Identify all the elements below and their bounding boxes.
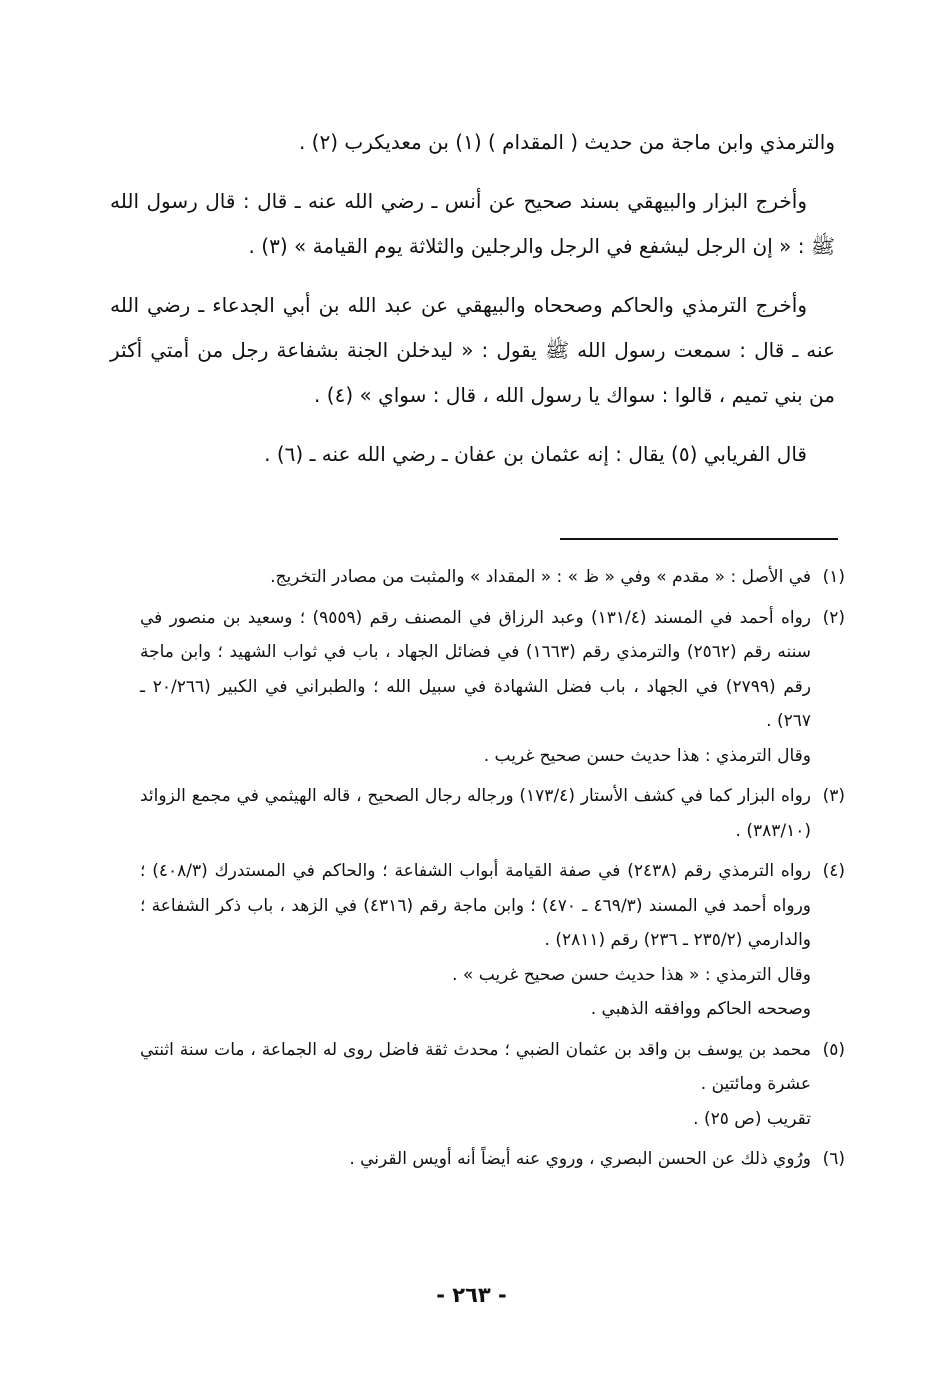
- footnote-number: (٦): [822, 1149, 845, 1169]
- footnote-number: (٣): [822, 786, 845, 806]
- footnote-body: [140, 601, 811, 774]
- footnote-4: [140, 854, 845, 1027]
- footnote-body: [140, 779, 811, 848]
- footnote-body: [140, 854, 811, 1027]
- paragraph-2: وأخرج البزار والبيهقي بسند صحيح عن أنس ـ رضي الله عنه ـ قال : قال رسول الله ﷺ : « إن الرجل ليشفع في الرجل والرجلين والثلاثة يوم القيامة » (٣) .: [110, 189, 835, 258]
- footnote-line: وصححه الحاكم ووافقه الذهبي .: [590, 999, 811, 1019]
- footnote-line: رواه البزار كما في كشف الأستار (١٧٣/٤) ورجاله رجال الصحيح ، قاله الهيثمي في مجمع الزوائد (٣٨٣/١٠) .: [140, 786, 811, 841]
- footnote-number: (٥): [822, 1039, 845, 1060]
- footnote-number: (١): [822, 567, 845, 587]
- footnote-5: [140, 1033, 845, 1137]
- footnote-line: رواه أحمد في المسند (١٣١/٤) وعبد الرزاق في المصنف رقم (٩٥٥٩) ؛ وسعيد بن منصور في سننه رقم (٢٥٦٢) والترمذي رقم (١٦٦٣) في فضائل الجهاد ، باب في ثواب الشهيد ؛ وابن ماجة رقم (٢٧٩٩) في الجهاد ، باب فضل الشهادة في سبيل الله ؛ والطبراني في الكبير (٢٠/٢٦٦ ـ ٢٦٧) .: [140, 607, 811, 731]
- footnote-line: محمد بن يوسف بن واقد بن عثمان الضبي ؛ محدث ثقة فاضل روى له الجماعة ، مات سنة اثنتي عشرة ومائتين .: [140, 1039, 811, 1094]
- footnote-body: [140, 1142, 811, 1177]
- footnote-body: [140, 560, 811, 595]
- footnote-line: في الأصل : « مقدم » وفي « ظ » : « المقداد » والمثبت من مصادر التخريج.: [270, 567, 811, 587]
- footnote-number: (٢): [822, 607, 845, 628]
- footnote-line: وقال الترمذي : « هذا حديث حسن صحيح غريب » .: [452, 964, 811, 985]
- footnote-line: وقال الترمذي : هذا حديث حسن صحيح غريب .: [483, 745, 811, 766]
- footnote-number: (٤): [822, 861, 845, 881]
- footnote-6: [140, 1142, 845, 1177]
- footnote-2: [140, 601, 845, 774]
- page-number: - ٢٦٣ -: [436, 1283, 507, 1307]
- main-text: [110, 120, 835, 491]
- footnote-divider: [560, 538, 838, 540]
- footnote-3: [140, 779, 845, 848]
- paragraph-3: وأخرج الترمذي والحاكم وصححاه والبيهقي عن عبد الله بن أبي الجدعاء ـ رضي الله عنه ـ قال : سمعت رسول الله ﷺ يقول : « ليدخلن الجنة بشفاعة رجل من أمتي أكثر من بني تميم ، قالوا : سواك يا رسول الله ، قال : سواي » (٤) .: [110, 293, 835, 407]
- footnote-body: [140, 1033, 811, 1137]
- footnote-1: [140, 560, 845, 595]
- paragraph-4: قال الفريابي (٥) يقال : إنه عثمان بن عفان ـ رضي الله عنه ـ (٦) .: [264, 442, 807, 466]
- footnote-line: تقريب (ص ٢٥) .: [693, 1108, 811, 1129]
- paragraph-1: والترمذي وابن ماجة من حديث ( المقدام ) (١) بن معديكرب (٢) .: [298, 130, 835, 154]
- footnotes: [140, 560, 845, 1183]
- footnote-line: ورُوي ذلك عن الحسن البصري ، وروي عنه أيضاً أنه أويس القرني .: [349, 1149, 811, 1169]
- footnote-line: رواه الترمذي رقم (٢٤٣٨) في صفة القيامة أبواب الشفاعة ؛ والحاكم في المستدرك (٤٠٨/٣) ؛ ورواه أحمد في المسند (٤٦٩/٣ ـ ٤٧٠) ؛ وابن ماجة رقم (٤٣١٦) في الزهد ، باب ذكر الشفاعة ؛ والدارمي (٢٣٥/٢ ـ ٢٣٦) رقم (٢٨١١) .: [140, 861, 811, 950]
